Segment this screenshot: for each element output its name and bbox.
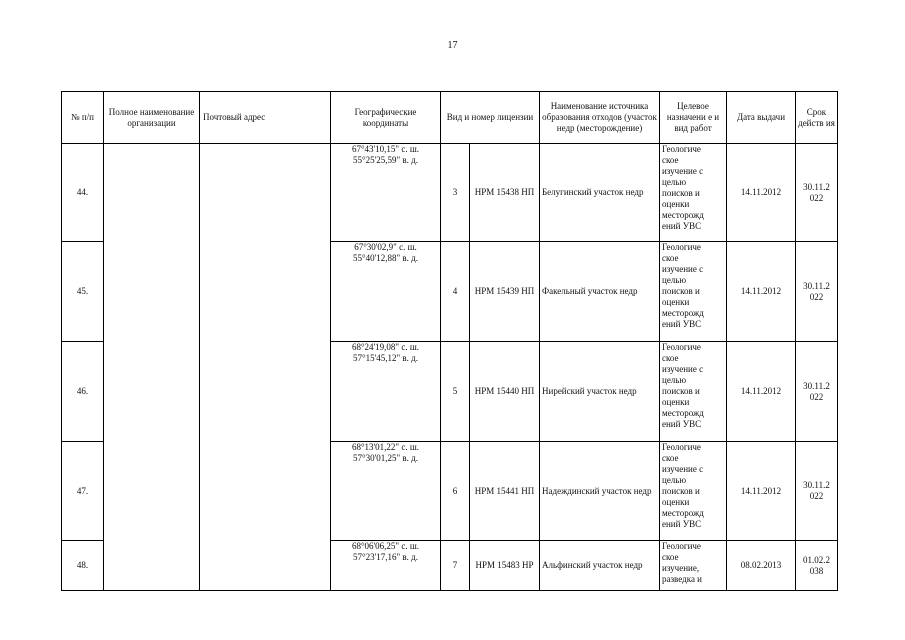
- org-name-cell: [104, 144, 200, 591]
- header-row: [62, 92, 838, 144]
- purpose-line: оценки: [662, 297, 690, 307]
- purpose-line: изучение,: [662, 563, 700, 573]
- purpose-line: месторожд: [662, 210, 704, 220]
- page-number: 17: [447, 40, 458, 51]
- header-address: Почтовый адрес: [200, 92, 331, 144]
- issue-date: 08.02.2013: [727, 541, 796, 591]
- purpose-line: месторожд: [662, 408, 704, 418]
- license-number: НРМ 15441 НП: [470, 442, 540, 541]
- coord-lon: 55°25'25,59" в. д.: [353, 155, 418, 165]
- validity-term: 01.02.2 038: [796, 541, 838, 591]
- row-number: 44.: [62, 144, 104, 242]
- coord-lat: 68°06'06,25" с. ш.: [351, 541, 420, 551]
- purpose-line: изучение с: [662, 464, 704, 474]
- purpose-line: Геологиче: [662, 144, 701, 154]
- purpose-line: ское: [662, 155, 679, 165]
- purpose-line: ское: [662, 552, 679, 562]
- license-index: 4: [441, 242, 470, 342]
- header-purpose: Целевое назначени е и вид работ: [660, 92, 727, 144]
- purpose-line: ское: [662, 253, 679, 263]
- purpose-line: ское: [662, 353, 679, 363]
- purpose-cell: [660, 144, 727, 242]
- purpose-line: целью: [662, 475, 687, 485]
- validity-term: 30.11.2 022: [796, 144, 838, 242]
- purpose-line: Геологиче: [662, 541, 701, 551]
- coord-lon: 57°15'45,12" в. д.: [353, 353, 418, 363]
- purpose-line: целью: [662, 375, 687, 385]
- header-num: № п/п: [62, 92, 104, 144]
- license-index: 6: [441, 442, 470, 541]
- purpose-line: изучение с: [662, 264, 704, 274]
- purpose-line: разведка и: [662, 574, 702, 584]
- purpose-cell: [660, 342, 727, 442]
- coords-cell: [331, 242, 441, 342]
- issue-date: 14.11.2012: [727, 442, 796, 541]
- row-number: 45.: [62, 242, 104, 342]
- site-name: Надеждинский участок недр: [540, 442, 660, 541]
- header-license: Вид и номер лицензии: [441, 92, 540, 144]
- license-index: 7: [441, 541, 470, 591]
- purpose-line: изучение с: [662, 364, 704, 374]
- coord-lat: 68°24'19,08" с. ш.: [351, 342, 420, 352]
- coord-lon: 55°40'12,88" в. д.: [353, 253, 418, 263]
- purpose-line: месторожд: [662, 308, 704, 318]
- site-name: Нирейский участок недр: [540, 342, 660, 442]
- issue-date: 14.11.2012: [727, 144, 796, 242]
- coords-cell: [331, 144, 441, 242]
- purpose-line: месторожд: [662, 508, 704, 518]
- purpose-line: поисков и: [662, 286, 700, 296]
- purpose-line: ений УВС: [662, 519, 702, 529]
- table-row: [62, 144, 838, 242]
- purpose-line: ений УВС: [662, 419, 702, 429]
- row-number: 48.: [62, 541, 104, 591]
- header-org-name: Полное наименование организации: [104, 92, 200, 144]
- purpose-line: ений УВС: [662, 221, 702, 231]
- purpose-line: Геологиче: [662, 442, 701, 452]
- purpose-cell: [660, 242, 727, 342]
- purpose-line: ений УВС: [662, 319, 702, 329]
- coord-lat: 67°43'10,15" с. ш.: [351, 144, 420, 154]
- coord-lon: 57°23'17,16" в. д.: [353, 552, 418, 562]
- header-term: Срок действ ия: [796, 92, 838, 144]
- row-number: 47.: [62, 442, 104, 541]
- issue-date: 14.11.2012: [727, 342, 796, 442]
- header-source: Наименование источника образования отходов (участок недр (месторождение): [540, 92, 660, 144]
- validity-term: 30.11.2 022: [796, 442, 838, 541]
- validity-term: 30.11.2 022: [796, 342, 838, 442]
- purpose-line: оценки: [662, 397, 690, 407]
- license-registry-table: [61, 91, 838, 591]
- site-name: Белугинский участок недр: [540, 144, 660, 242]
- coords-cell: [331, 541, 441, 591]
- header-date: Дата выдачи: [727, 92, 796, 144]
- address-cell: [200, 144, 331, 591]
- purpose-line: изучение с: [662, 166, 704, 176]
- validity-term: 30.11.2 022: [796, 242, 838, 342]
- purpose-line: поисков и: [662, 386, 700, 396]
- coord-lon: 57°30'01,25" в. д.: [353, 453, 418, 463]
- purpose-line: оценки: [662, 497, 690, 507]
- purpose-cell: [660, 442, 727, 541]
- site-name: Альфинский участок недр: [540, 541, 660, 591]
- site-name: Факельный участок недр: [540, 242, 660, 342]
- issue-date: 14.11.2012: [727, 242, 796, 342]
- license-number: НРМ 15439 НП: [470, 242, 540, 342]
- license-number: НРМ 15483 НР: [470, 541, 540, 591]
- coords-cell: [331, 442, 441, 541]
- purpose-line: Геологиче: [662, 342, 701, 352]
- purpose-line: поисков и: [662, 188, 700, 198]
- purpose-line: поисков и: [662, 486, 700, 496]
- coord-lat: 68°13'01,22" с. ш.: [351, 442, 420, 452]
- license-index: 5: [441, 342, 470, 442]
- purpose-line: целью: [662, 177, 687, 187]
- purpose-cell: [660, 541, 727, 591]
- coord-lat: 67°30'02,9" с. ш.: [354, 242, 417, 252]
- purpose-line: ское: [662, 453, 679, 463]
- license-number: НРМ 15440 НП: [470, 342, 540, 442]
- purpose-line: целью: [662, 275, 687, 285]
- license-number: НРМ 15438 НП: [470, 144, 540, 242]
- coords-cell: [331, 342, 441, 442]
- purpose-line: оценки: [662, 199, 690, 209]
- purpose-line: Геологиче: [662, 242, 701, 252]
- header-coords: Географические координаты: [331, 92, 441, 144]
- license-index: 3: [441, 144, 470, 242]
- row-number: 46.: [62, 342, 104, 442]
